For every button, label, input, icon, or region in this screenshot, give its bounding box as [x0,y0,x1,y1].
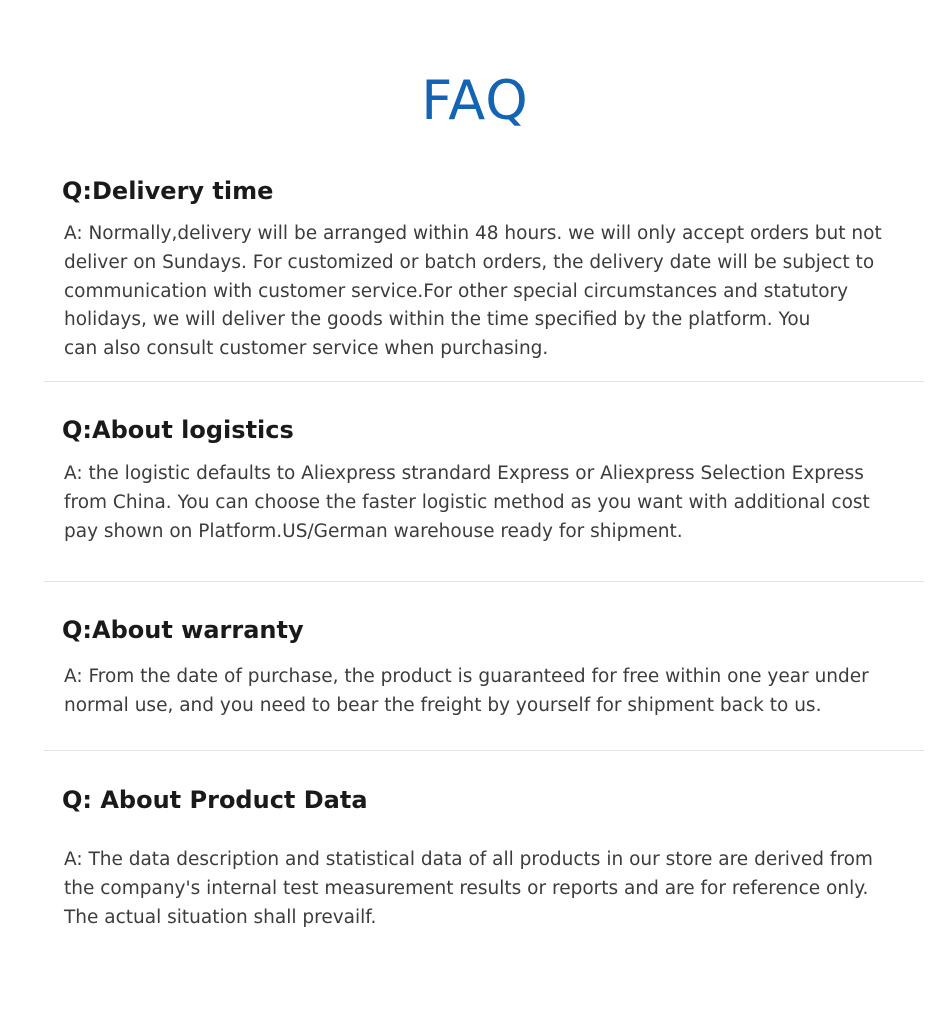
faq-answer [64,663,884,721]
faq-answer-line: The actual situation shall prevailf. [64,906,377,928]
faq-answer-line: A: the logistic defaults to Aliexpress strandard Express or Aliexpress Selection Express [64,463,864,484]
section-divider [44,581,924,582]
faq-answer-line: A: From the date of purchase, the product is guaranteed for free within one year under [64,666,869,687]
section-divider [44,750,924,751]
faq-question: Q:About logistics [62,416,294,444]
faq-answer [64,846,884,932]
faq-answer-line: communication with customer service.For other special circumstances and statutory [64,280,849,302]
faq-answer-line: A: Normally,delivery will be arranged within 48 hours. we will only accept orders but not [64,223,882,244]
faq-answer [64,460,884,546]
faq-answer-line: can also consult customer service when purchasing. [64,338,549,360]
faq-answer-line: deliver on Sundays. For customized or batch orders, the delivery date will be subject to [64,251,875,273]
faq-question: Q: About Product Data [62,786,368,814]
page-title: FAQ [421,69,529,132]
faq-answer [64,220,884,364]
faq-answer-line: holidays, we will deliver the goods within the time specified by the platform. You [64,309,811,331]
faq-answer-line: A: The data description and statistical data of all products in our store are derived from [64,849,873,870]
faq-question: Q:About warranty [62,616,304,644]
faq-question: Q:Delivery time [62,177,274,205]
section-divider [44,381,924,382]
faq-answer-line: the company's internal test measurement results or reports and are for reference only. [64,877,869,899]
faq-answer-line: from China. You can choose the faster logistic method as you want with additional cost [64,491,870,513]
faq-answer-line: normal use, and you need to bear the freight by yourself for shipment back to us. [64,694,822,716]
faq-answer-line: pay shown on Platform.US/German warehouse ready for shipment. [64,520,683,542]
